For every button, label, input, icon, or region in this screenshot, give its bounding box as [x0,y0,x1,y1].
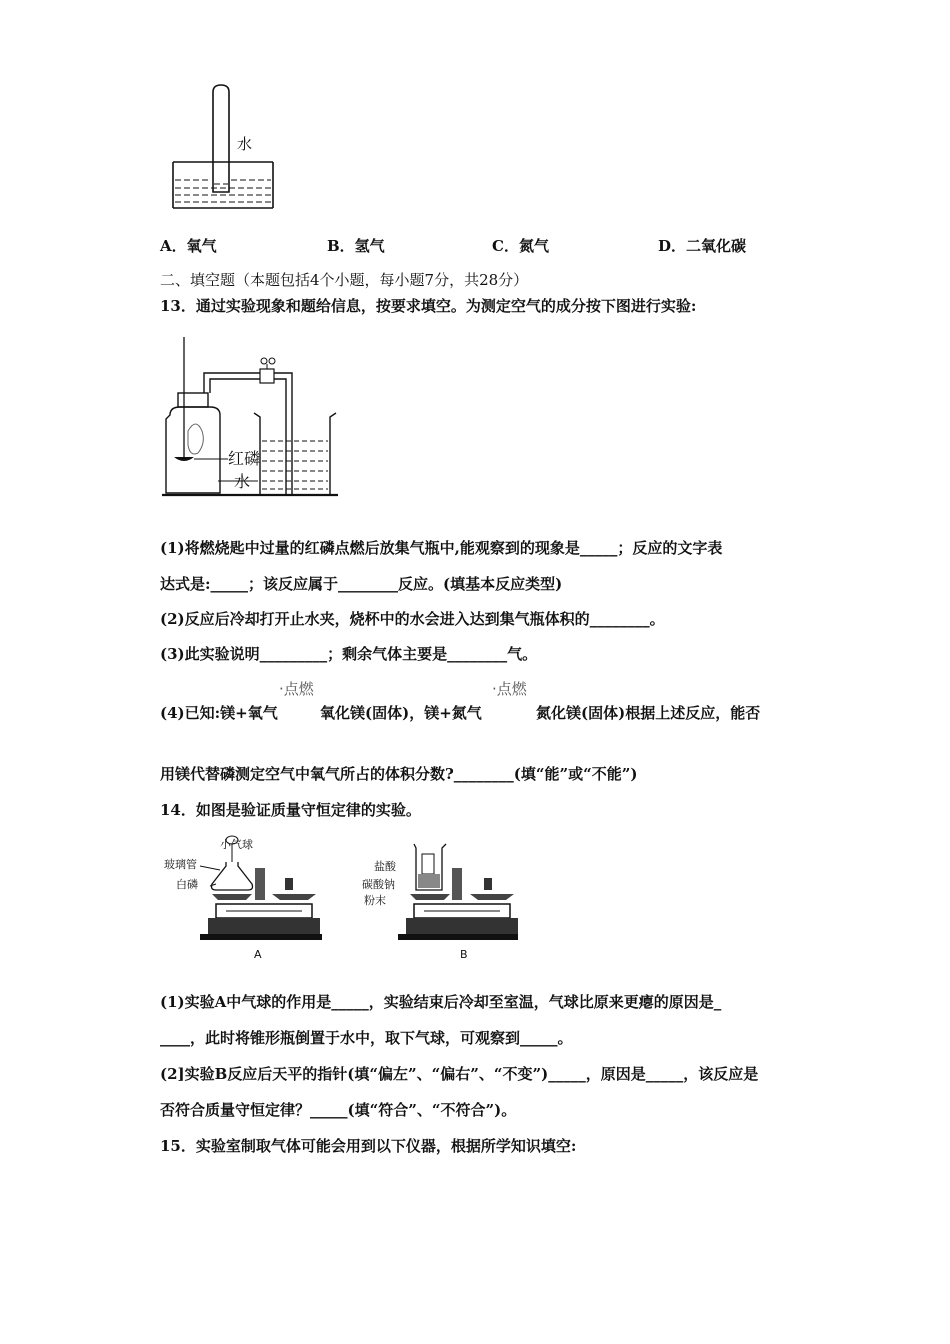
q13-stem: 13．通过实验现象和题给信息，按要求填空。为测定空气的成分按下图进行实验: [160,297,697,315]
red-phosphorus-label: 红磷 [228,449,261,468]
q14-part1-line2: ____，此时将锥形瓶倒置于水中，取下气球，可观察到_____。 [160,1029,573,1047]
q14-stem: 14．如图是验证质量守恒定律的实验。 [160,801,421,819]
powder-label: 粉末 [364,894,386,907]
glass-tube-label: 玻璃管 [164,858,197,871]
q14-part2-line2: 否符合质量守恒定律？_____(填“符合”、“不符合”)。 [160,1101,517,1119]
acid-label: 盐酸 [374,860,396,873]
caption-b: B [460,948,468,961]
q13-part4-c: 氮化镁(固体)根据上述反应，能否 [536,704,761,722]
reaction-condition-1: ·点燃 [279,680,314,698]
water-label: 水 [237,135,253,153]
q15-stem: 15．实验室制取气体可能会用到以下仪器，根据所学知识填空: [160,1137,577,1155]
q14-part1-line1: (1)实验A中气球的作用是_____，实验结束后冷却至室温，气球比原来更瘪的原因是_ [160,993,722,1011]
sodium-carbonate-label: 碳酸钠 [362,878,395,891]
section-title: 二、填空题（本题包括4个小题，每小题7分，共28分） [160,271,529,289]
q13-part4-a: (4)已知:镁+氧气 [160,704,278,722]
balance-figure-a [160,826,322,962]
option-c: C．氮气 [492,237,549,255]
q13-part3: (3)此实验说明_________；剩余气体主要是________气。 [160,645,538,663]
water-label-2: 水 [234,472,251,491]
option-b: B．氢气 [327,237,385,255]
test-tube-trough-figure [165,82,285,214]
balloon-label: 小气球 [220,838,253,851]
q13-part2: (2)反应后冷却打开止水夹，烧杯中的水会进入达到集气瓶体积的________。 [160,610,665,628]
option-a: A．氧气 [160,237,217,255]
option-d: D．二氧化碳 [658,237,747,255]
q14-part2-line1: (2]实验B反应后天平的指针(填“偏左”、“偏右”、“不变”)_____，原因是_____，该反应是 [160,1065,759,1083]
caption-a: A [254,948,262,961]
reaction-condition-2: ·点燃 [492,680,527,698]
q13-part4-b: 氧化镁(固体)，镁+氮气 [320,704,482,722]
q13-part1-line1: (1)将燃烧匙中过量的红磷点燃后放集气瓶中,能观察到的现象是_____；反应的文字表 [160,539,723,557]
q13-part4-line2: 用镁代替磷测定空气中氧气所占的体积分数?________(填“能”或“不能”) [160,765,638,783]
white-phosphorus-label: 白磷 [176,878,198,891]
q13-part1-line2: 达式是:_____；该反应属于________反应。(填基本反应类型) [160,575,563,593]
balance-figure-b [360,826,520,962]
air-composition-apparatus [160,335,345,500]
